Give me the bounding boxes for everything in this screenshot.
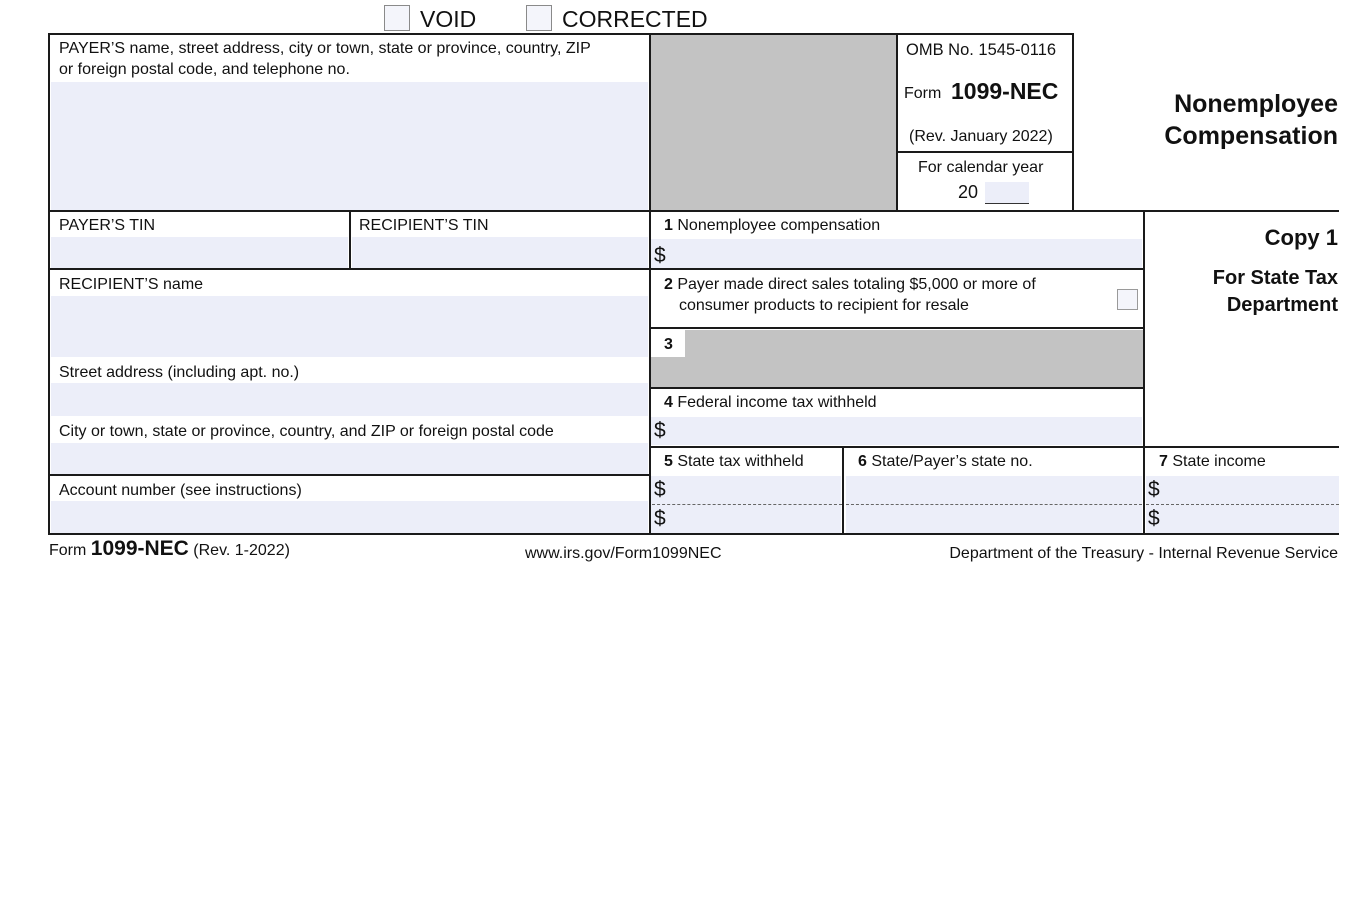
box7-input-1[interactable] — [1164, 476, 1339, 503]
rule-box3-box4 — [650, 387, 1144, 389]
form-title-line1: Nonemployee — [1174, 90, 1338, 118]
payer-info-input[interactable] — [51, 84, 648, 208]
box4-dollar: $ — [654, 419, 666, 442]
recipient-tin-label: RECIPIENT’S TIN — [359, 217, 489, 234]
rule-box2-box3 — [650, 327, 1144, 329]
box7-label — [1159, 451, 1266, 472]
payer-tin-input[interactable] — [51, 237, 348, 268]
recipient-tin-input[interactable] — [352, 237, 648, 268]
box5-number: 5 — [664, 453, 673, 470]
rule-account-row — [48, 474, 650, 476]
box2-checkbox[interactable] — [1117, 289, 1138, 310]
box5-input-1[interactable] — [670, 476, 840, 503]
box5-dollar-2: $ — [654, 507, 666, 530]
city-label: City or town, state or province, country, and ZIP or foreign postal code — [59, 423, 554, 440]
dash-box7 — [1146, 504, 1339, 505]
rule-tin-row — [48, 210, 1339, 212]
footer-url: www.irs.gov/Form1099NEC — [525, 545, 722, 562]
box7-dollar-1: $ — [1148, 478, 1160, 501]
box7-number: 7 — [1159, 453, 1168, 470]
dash-box5 — [652, 504, 842, 505]
box4-number: 4 — [664, 394, 673, 411]
box3-shaded — [651, 330, 1144, 388]
recipient-name-label: RECIPIENT’S name — [59, 276, 204, 293]
year-input[interactable] — [985, 182, 1029, 204]
recipient-name-input[interactable] — [51, 296, 648, 357]
calendar-label: For calendar year — [918, 159, 1044, 176]
box1-dollar: $ — [654, 244, 666, 267]
box4-label — [664, 392, 877, 413]
void-checkbox[interactable] — [384, 5, 410, 31]
rule-mid — [649, 33, 651, 535]
box7-dollar-2: $ — [1148, 507, 1160, 530]
box6-label — [858, 451, 1033, 472]
box6-input-1[interactable] — [846, 476, 1142, 503]
box5-input-2[interactable] — [670, 506, 840, 533]
rule-omb-left — [896, 33, 898, 211]
year-prefix: 20 — [958, 182, 979, 202]
omb-form-prefix: Form — [904, 85, 942, 102]
box4-input[interactable] — [670, 417, 1142, 445]
payer-tin-label: PAYER’S TIN — [59, 217, 156, 234]
box1-input[interactable] — [670, 239, 1142, 269]
box1-label — [664, 215, 880, 236]
box5-text: State tax withheld — [677, 453, 804, 470]
account-label: Account number (see instructions) — [59, 482, 302, 499]
box7-input-2[interactable] — [1164, 506, 1339, 533]
box2-label-line2: consumer products to recipient for resale — [679, 297, 969, 314]
footer-form-prefix: Form — [49, 542, 87, 559]
box6-number: 6 — [858, 453, 867, 470]
box6-input-2[interactable] — [846, 506, 1142, 533]
footer-form-id — [49, 538, 290, 561]
box1-number: 1 — [664, 217, 673, 234]
rule-left — [48, 33, 50, 535]
rule-top — [48, 33, 1074, 35]
rule-omb-right — [1072, 33, 1074, 211]
form-title-line2: Compensation — [1164, 122, 1338, 150]
box1-text: Nonemployee compensation — [677, 217, 881, 234]
street-label: Street address (including apt. no.) — [59, 364, 300, 381]
box4-text: Federal income tax withheld — [677, 394, 877, 411]
shaded-area-top — [651, 35, 897, 211]
box5-label — [664, 451, 804, 472]
omb-form-name: 1099-NEC — [951, 78, 1059, 104]
corrected-label: CORRECTED — [562, 6, 708, 32]
box6-text: State/Payer’s state no. — [871, 453, 1033, 470]
dash-box6 — [846, 504, 1142, 505]
void-label: VOID — [420, 6, 477, 32]
street-input[interactable] — [51, 383, 648, 416]
footer-form-name: 1099-NEC — [90, 537, 189, 560]
box7-text: State income — [1172, 453, 1266, 470]
payer-label-line1: PAYER’S name, street address, city or town, state or province, country, ZIP — [59, 40, 591, 57]
rule-tin-divider — [349, 210, 351, 270]
account-input[interactable] — [51, 501, 648, 533]
copy-label: Copy 1 — [1264, 225, 1338, 250]
corrected-checkbox[interactable] — [526, 5, 552, 31]
omb-number: OMB No. 1545-0116 — [906, 41, 1057, 59]
footer-agency: Department of the Treasury - Internal Revenue Service — [949, 545, 1338, 562]
box2-number: 2 — [664, 276, 673, 293]
copy-dest-line1: For State Tax — [1212, 267, 1338, 289]
rule-box5-box6 — [842, 446, 844, 535]
box5-dollar-1: $ — [654, 478, 666, 501]
rule-right-col — [1143, 210, 1145, 535]
rule-bottom — [48, 533, 1339, 535]
rule-omb-calendar — [898, 151, 1074, 153]
city-input[interactable] — [51, 443, 648, 474]
copy-dest-line2: Department — [1226, 294, 1338, 316]
rule-state-row — [650, 446, 1339, 448]
payer-label-line2: or foreign postal code, and telephone no. — [59, 61, 350, 78]
box2-label-line1 — [664, 274, 1036, 295]
footer-revision: (Rev. 1-2022) — [193, 542, 290, 559]
omb-revision: (Rev. January 2022) — [909, 128, 1053, 145]
box2-text-line1: Payer made direct sales totaling $5,000 or more of — [677, 276, 1036, 293]
box3-number: 3 — [664, 336, 673, 353]
